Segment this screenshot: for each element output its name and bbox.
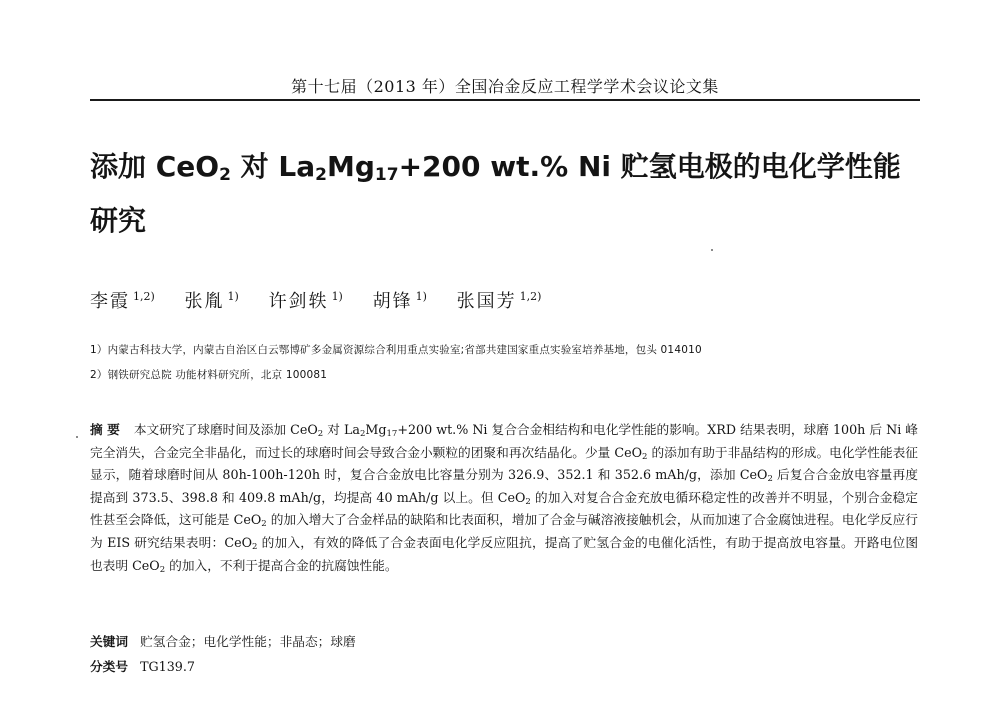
abstract-subscript: 2	[359, 429, 366, 439]
author-name: 李霞	[90, 291, 130, 312]
author-affiliation-mark: 1)	[415, 290, 427, 303]
author-affiliation-mark: 1)	[227, 290, 239, 303]
author	[373, 291, 427, 312]
affiliation-1: 1）内蒙古科技大学，内蒙古自治区白云鄂博矿多金属资源综合利用重点实验室;省部共建国家重点实验室培养基地，包头 014010	[90, 344, 702, 356]
header-rule	[90, 99, 920, 101]
abstract-subscript: 2	[642, 451, 648, 462]
author-name: 张国芳	[456, 291, 517, 312]
abstract-subscript: 17	[386, 429, 398, 439]
abstract-subscript: 2	[159, 564, 166, 575]
keywords	[90, 631, 920, 650]
keywords-label: 关键词	[90, 634, 129, 649]
abstract-subscript: 2	[317, 429, 324, 439]
abstract-text: 的添加有助于非晶结构的形成。电化学性能表征显示，随着球磨时间从 80h-100h-120h 时，复合合金放电比容量分别为 326.9、352.1 和 352.6 mAh/g，添加 CeO	[90, 444, 918, 483]
title-part: Mg	[327, 150, 375, 183]
title-part: 添加 CeO	[90, 150, 220, 183]
abstract-subscript: 2	[525, 496, 531, 507]
author	[185, 291, 239, 312]
title-part: 对 La	[230, 150, 316, 183]
abstract-text: 的加入，不利于提高合金的抗腐蚀性能。	[165, 557, 398, 573]
author	[457, 291, 542, 312]
abstract-text: 的加入增大了合金样品的缺陷和比表面积，增加了合金与碱溶液接触机会，从而加速了合金腐蚀进程。电化学反应行为 EIS 研究结果表明：CeO	[90, 512, 918, 550]
scan-speck	[76, 436, 78, 438]
author-name: 许剑轶	[268, 291, 329, 312]
abstract	[90, 419, 918, 577]
abstract-text: Mg	[365, 422, 387, 437]
title-part: +200 wt.% Ni 贮氢电极的电化学性能研究	[90, 150, 901, 237]
author-affiliation-mark: 1,2)	[519, 290, 542, 303]
running-header: 第十七届（2013 年）全国冶金反应工程学学术会议论文集	[291, 77, 719, 96]
classification-value: TG139.7	[140, 659, 195, 674]
author-affiliation-mark: 1)	[331, 290, 343, 303]
author-list	[90, 287, 920, 313]
abstract-subscript: 2	[767, 474, 773, 485]
keywords-value: 贮氢合金；电化学性能；非晶态；球磨	[140, 634, 356, 649]
title-subscript: 2	[219, 165, 231, 185]
title-subscript: 17	[374, 165, 399, 185]
classification	[90, 656, 920, 675]
author-name: 张胤	[184, 291, 225, 312]
abstract-text: +200 wt.% Ni 复合合金相结构和电化学性能的影响。XRD 结果表明，球磨 100h 后 Ni 峰完全消失，合金完全非晶化，而过长的球磨时间会导致合金小颗粒的团聚和再次结晶化。少量 CeO	[90, 422, 918, 460]
abstract-text: 对 La	[323, 422, 360, 437]
abstract-label: 摘 要	[90, 422, 120, 437]
paper-title	[90, 140, 920, 248]
author	[269, 291, 343, 312]
author-name: 胡锋	[372, 291, 413, 312]
abstract-subscript: 2	[252, 541, 258, 552]
affiliation-2: 2）钢铁研究总院 功能材料研究所，北京 100081	[90, 369, 328, 381]
abstract-text: 的加入对复合合金充放电循环稳定性的改善并不明显，个别合金稳定性甚至会降低，这可能是 CeO	[90, 489, 918, 528]
scan-speck	[711, 249, 713, 251]
author-affiliation-mark: 1,2)	[133, 290, 155, 303]
abstract-subscript: 2	[261, 519, 267, 530]
title-subscript: 2	[315, 165, 328, 185]
author	[90, 291, 155, 312]
classification-label: 分类号	[90, 659, 129, 674]
abstract-text: 本文研究了球磨时间及添加 CeO	[133, 422, 318, 437]
abstract-text: 的加入，有效的降低了合金表面电化学反应阻抗，提高了贮氢合金的电催化活性，有助于提高放电容量。开路电位图也表明 CeO	[90, 534, 919, 573]
abstract-text: 后复合合金放电容量再度提高到 373.5、398.8 和 409.8 mAh/g，均提高 40 mAh/g 以上。但 CeO	[90, 467, 918, 505]
